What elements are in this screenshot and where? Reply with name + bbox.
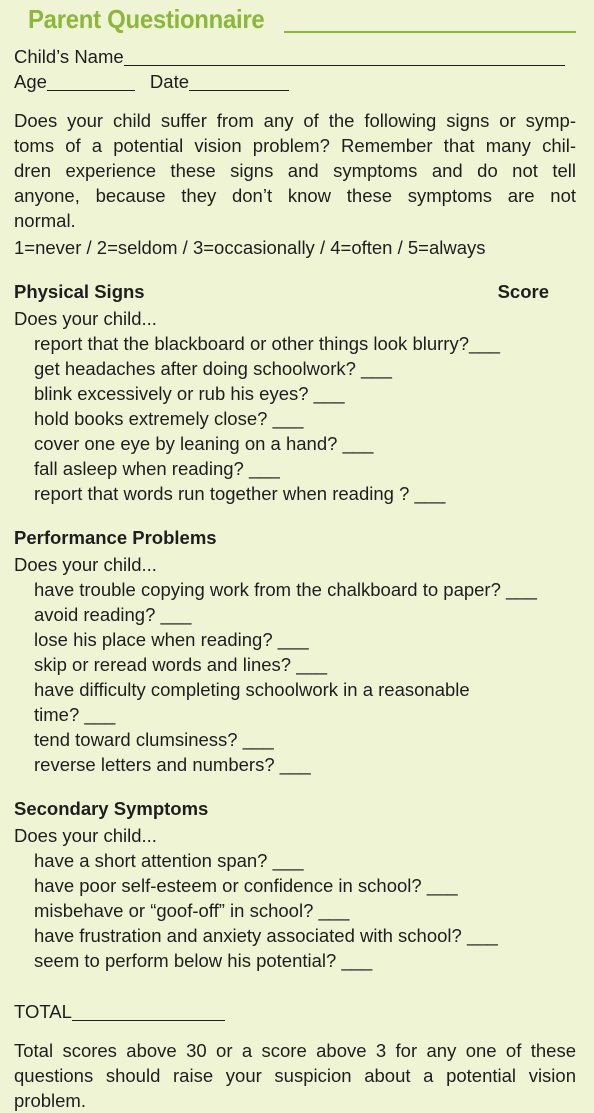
physical-lead: Does your child... [14,308,157,329]
list-item[interactable]: avoid reading? ___ [34,604,192,625]
list-item[interactable]: seem to perform below his potential? ___ [34,950,373,971]
intro-line: normal. [14,210,76,231]
title-row [14,0,576,38]
title-rule [284,31,576,33]
score-column-label: Score [497,281,549,302]
intro-line: dren experience these signs and symptoms and do not tell [14,160,576,181]
date-label: Date [149,71,189,92]
list-item[interactable]: have trouble copying work from the chalkboard to paper? ___ [34,579,537,600]
total-label: TOTAL [14,1001,72,1022]
list-item[interactable]: blink excessively or rub his eyes? ___ [34,383,345,404]
list-item[interactable]: have poor self-esteem or confidence in school? ___ [34,875,458,896]
list-item[interactable]: report that the blackboard or other things look blurry?___ [34,333,500,354]
child-name-row [14,44,576,69]
intro-line: anyone, because they don’t know these symptoms are not [14,185,576,206]
page-title: Parent Questionnaire [28,4,265,34]
footer-line: questions should raise your suspicion about a potential vision [14,1065,576,1086]
secondary-lead: Does your child... [14,825,157,846]
list-item[interactable]: skip or reread words and lines? ___ [34,654,328,675]
list-item: have difficulty completing schoolwork in a reasonable [34,679,470,700]
performance-lead: Does your child... [14,554,157,575]
list-item[interactable]: time? ___ [34,704,116,725]
list-item[interactable]: have a short attention span? ___ [34,850,304,871]
list-item[interactable]: fall asleep when reading? ___ [34,458,280,479]
age-date-row [14,69,576,94]
section-heading-physical [14,279,576,304]
list-item[interactable]: report that words run together when reading ? ___ [34,483,446,504]
intro-line: Does your child suffer from any of the following signs or symp- [14,110,576,131]
section-heading-secondary [14,796,576,821]
physical-heading: Physical Signs [14,281,145,302]
total-row [14,999,576,1024]
list-item[interactable]: have frustration and anxiety associated with school? ___ [34,925,498,946]
footer-line: Total scores above 30 or a score above 3 for any one of these [14,1040,576,1061]
child-name-field[interactable] [124,47,565,66]
performance-heading: Performance Problems [14,527,217,548]
list-item[interactable]: cover one eye by leaning on a hand? ___ [34,433,374,454]
list-item[interactable]: tend toward clumsiness? ___ [34,729,274,750]
list-item[interactable]: hold books extremely close? ___ [34,408,304,429]
list-item[interactable]: misbehave or “goof-off” in school? ___ [34,900,350,921]
age-label: Age [14,71,47,92]
score-scale: 1=never / 2=seldom / 3=occasionally / 4=often / 5=always [14,237,486,258]
intro-paragraph [14,108,576,233]
footer-paragraph [14,1038,576,1113]
child-name-label: Child’s Name [14,46,124,67]
secondary-heading: Secondary Symptoms [14,798,209,819]
total-field[interactable] [72,1002,225,1021]
intro-line: toms of a potential vision problem? Remember that many chil- [14,135,576,156]
list-item[interactable]: reverse letters and numbers? ___ [34,754,311,775]
age-field[interactable] [47,72,135,91]
section-heading-performance [14,525,576,550]
footer-line: problem. [14,1090,86,1111]
list-item[interactable]: lose his place when reading? ___ [34,629,309,650]
list-item[interactable]: get headaches after doing schoolwork? ___ [34,358,392,379]
date-field[interactable] [189,72,289,91]
